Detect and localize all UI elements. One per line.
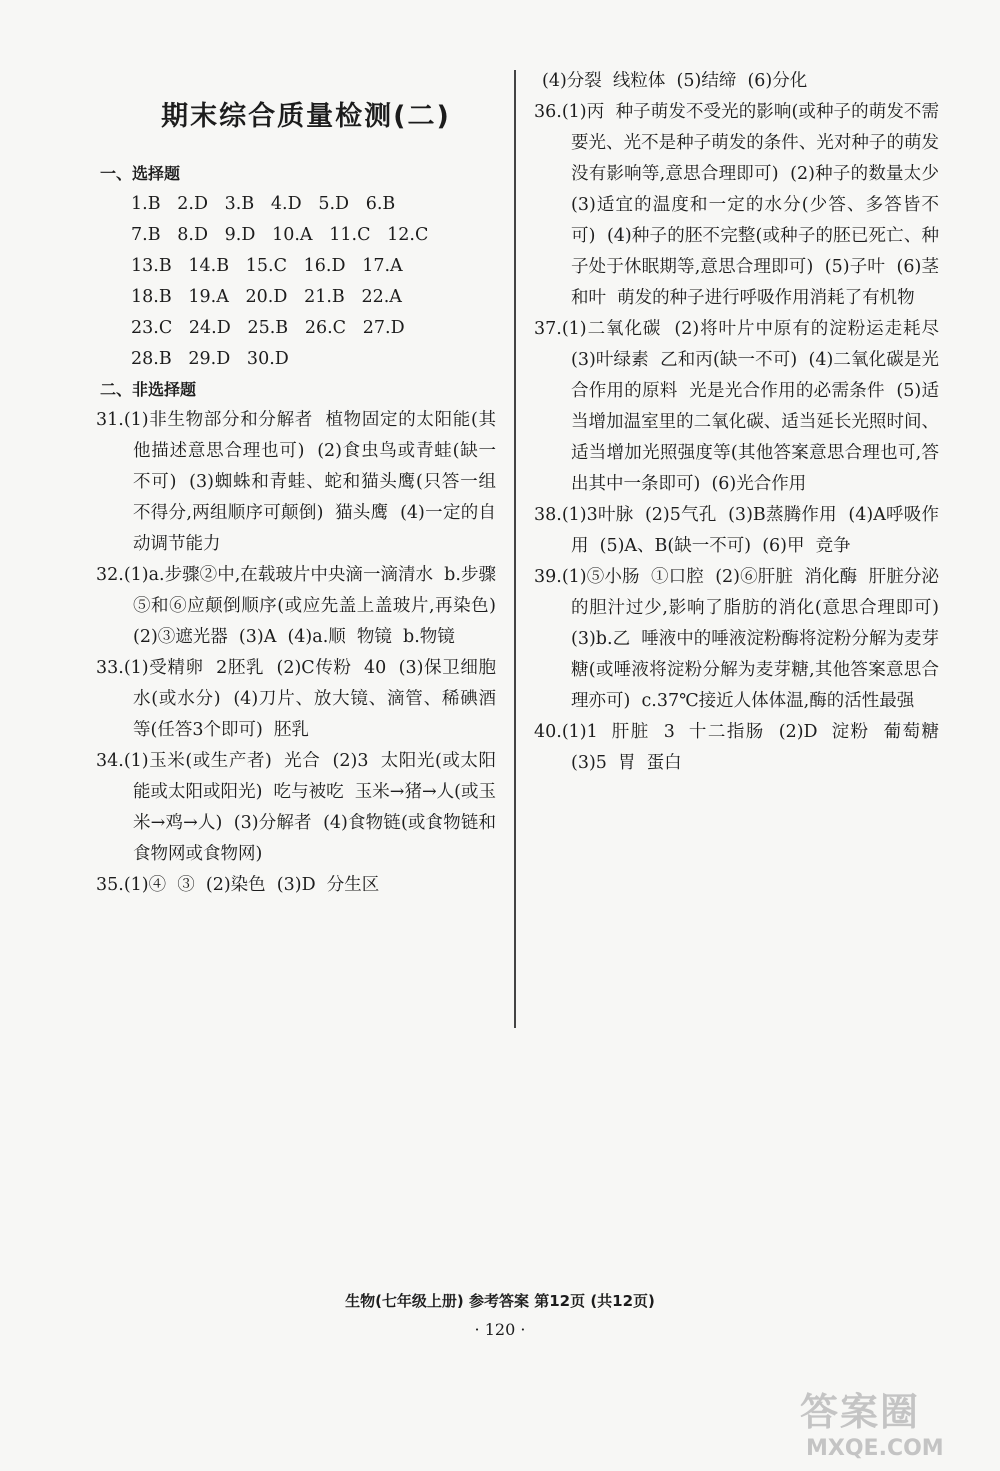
choice-answer-row: 13.B 14.B 15.C 16.D 17.A — [131, 256, 403, 276]
left-column — [96, 66, 508, 901]
column-divider — [514, 70, 516, 1028]
page-title: 期末综合质量检测(二) — [161, 101, 451, 132]
answer-35: 35.(1)④ ③ (2)染色 (3)D 分生区 — [96, 875, 380, 895]
watermark-url: MXQE.COM — [806, 1436, 944, 1461]
answer-39: 39.(1)⑤小肠 ①口腔 (2)⑥肝脏 消化酶 肝脏分泌的胆汁过少,影响了脂肪的消化(意思合理即可) (3)b.乙 唾液中的唾液淀粉酶将淀粉分解为麦芽糖(或唾液将淀粉分解为麦芽糖,其他答案意思合理亦可) c.37℃接近人体体温,酶的活性最强 — [534, 567, 951, 711]
answer-31: 31.(1)非生物部分和分解者 植物固定的太阳能(其他描述意思合理也可) (2)食虫鸟或青蛙(缺一不可) (3)蜘蛛和青蛙、蛇和猫头鹰(只答一组不得分,两组顺序可颠倒) 猫头鹰 (4)一定的自动调节能力 — [96, 410, 496, 554]
page-footer: 生物(七年级上册) 参考答案 第12页 (共12页) — [345, 1292, 655, 1310]
choice-answer-row: 23.C 24.D 25.B 26.C 27.D — [131, 318, 405, 338]
answer-36: 36.(1)丙 种子萌发不受光的影响(或种子的萌发不需要光、光不是种子萌发的条件、光对种子的萌发没有影响等,意思合理即可) (2)种子的数量太少 (3)适宜的温度和一定的水分(少答、多答皆不可) (4)种子的胚不完整(或种子的胚已死亡、种子处于休眠期等,意思合理即可) (5)子叶 (6)茎和叶 萌发的种子进行呼吸作用消耗了有机物 — [534, 102, 951, 308]
answer-37: 37.(1)二氧化碳 (2)将叶片中原有的淀粉运走耗尽 (3)叶绿素 乙和丙(缺一不可) (4)二氧化碳是光合作用的原料 光是光合作用的必需条件 (5)适当增加温室里的二氧化碳、适当延长光照时间、适当增加光照强度等(其他答案意思合理也可,答出其中一条即可) (6)光合作用 — [534, 319, 951, 494]
watermark-logo — [800, 1388, 980, 1468]
choice-answer-row: 1.B 2.D 3.B 4.D 5.D 6.B — [131, 194, 396, 214]
answer-35-continued: (4)分裂 线粒体 (5)结缔 (6)分化 — [542, 71, 808, 91]
answer-40: 40.(1)1 肝脏 3 十二指肠 (2)D 淀粉 葡萄糖 (3)5 胃 蛋白 — [534, 722, 951, 773]
answer-32: 32.(1)a.步骤②中,在载玻片中央滴一滴清水 b.步骤⑤和⑥应颠倒顺序(或应先盖上盖玻片,再染色) (2)③遮光器 (3)A (4)a.顺 物镜 b.物镜 — [96, 565, 508, 647]
choice-answer-row: 7.B 8.D 9.D 10.A 11.C 12.C — [131, 225, 429, 245]
section-heading-non-choice: 二、非选择题 — [100, 380, 197, 399]
answer-38: 38.(1)3叶脉 (2)5气孔 (3)B蒸腾作用 (4)A呼吸作用 (5)A、B(缺一不可) (6)甲 竞争 — [534, 505, 939, 556]
answer-33: 33.(1)受精卵 2胚乳 (2)C传粉 40 (3)保卫细胞 水(或水分) (4)刀片、放大镜、滴管、稀碘酒等(任答3个即可) 胚乳 — [96, 658, 508, 740]
answer-34: 34.(1)玉米(或生产者) 光合 (2)3 太阳光(或太阳能或太阳或阳光) 吃与被吃 玉米→猪→人(或玉米→鸡→人) (3)分解者 (4)食物链(或食物链和食物网或食物网) — [96, 751, 496, 864]
choice-answer-row: 18.B 19.A 20.D 21.B 22.A — [131, 287, 402, 307]
right-column — [534, 66, 951, 779]
section-heading-multiple-choice: 一、选择题 — [100, 164, 181, 183]
page-number: · 120 · — [474, 1320, 526, 1339]
choice-answer-row: 28.B 29.D 30.D — [131, 349, 289, 369]
watermark-text: 答案圈 — [800, 1390, 921, 1434]
